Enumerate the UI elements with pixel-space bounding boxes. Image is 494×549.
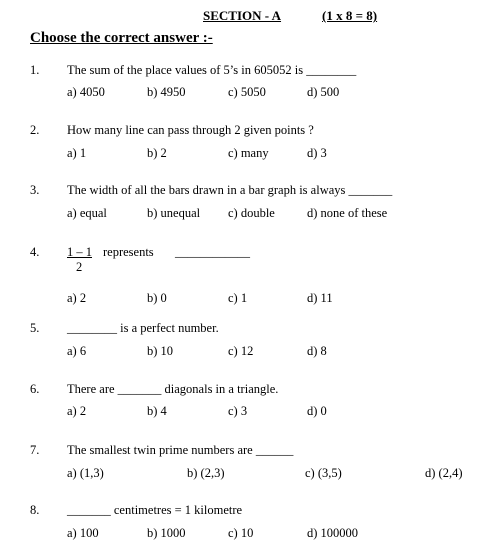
question-number: 2. — [30, 123, 40, 137]
marks-scheme: (1 x 8 = 8) — [322, 8, 378, 23]
question-number: 7. — [30, 443, 40, 457]
question-text: _______ centimetres = 1 kilometre — [67, 503, 243, 517]
option-b: b) 2 — [147, 146, 167, 160]
option-b: b) 10 — [147, 344, 174, 358]
option-b: b) 4 — [147, 404, 167, 418]
option-c: c) 5050 — [228, 85, 266, 99]
option-a: a) 2 — [67, 404, 87, 418]
instruction-title: Choose the correct answer :- — [30, 30, 213, 46]
question-text: ________ is a perfect number. — [67, 321, 219, 335]
option-c: c) 3 — [228, 404, 248, 418]
option-a: a) 6 — [67, 344, 87, 358]
question-number: 1. — [30, 63, 40, 77]
option-d: d) 0 — [307, 404, 327, 418]
option-c: c) double — [228, 206, 275, 220]
option-a: a) (1,3) — [67, 466, 104, 480]
option-c: c) 10 — [228, 526, 254, 540]
option-a: a) 100 — [67, 526, 99, 540]
question-number: 5. — [30, 321, 40, 335]
option-d: d) 8 — [307, 344, 327, 358]
option-d: d) 500 — [307, 85, 340, 99]
option-b: b) unequal — [147, 206, 201, 220]
option-d: d) none of these — [307, 206, 388, 220]
option-b: b) (2,3) — [187, 466, 225, 480]
question-text: The sum of the place values of 5’s in 605052 is ________ — [67, 63, 357, 77]
question-text: How many line can pass through 2 given points ? — [67, 123, 314, 137]
option-d: d) 100000 — [307, 526, 359, 540]
question-number: 3. — [30, 183, 40, 197]
fraction-numerator: 1 – 1 — [67, 245, 92, 259]
option-a: a) 2 — [67, 291, 87, 305]
question-text: There are _______ diagonals in a triangle. — [67, 382, 279, 396]
section-heading: SECTION - A — [203, 8, 282, 23]
option-c: c) 1 — [228, 291, 248, 305]
option-c: c) 12 — [228, 344, 254, 358]
question-number: 8. — [30, 503, 40, 517]
option-a: a) 4050 — [67, 85, 105, 99]
option-d: d) 3 — [307, 146, 327, 160]
question-text: The width of all the bars drawn in a bar graph is always _______ — [67, 183, 393, 197]
question-text: represents — [103, 245, 154, 259]
option-d: d) 11 — [307, 291, 333, 305]
option-b: b) 1000 — [147, 526, 186, 540]
option-a: a) 1 — [67, 146, 87, 160]
question-number: 4. — [30, 245, 40, 259]
option-d: d) (2,4) — [425, 466, 463, 480]
option-c: c) many — [228, 146, 269, 160]
answer-blank: ____________ — [175, 245, 250, 259]
question-text: The smallest twin prime numbers are ______ — [67, 443, 294, 457]
option-b: b) 0 — [147, 291, 167, 305]
option-b: b) 4950 — [147, 85, 186, 99]
question-number: 6. — [30, 382, 40, 396]
fraction-denominator: 2 — [76, 260, 83, 274]
option-c: c) (3,5) — [305, 466, 342, 480]
option-a: a) equal — [67, 206, 107, 220]
